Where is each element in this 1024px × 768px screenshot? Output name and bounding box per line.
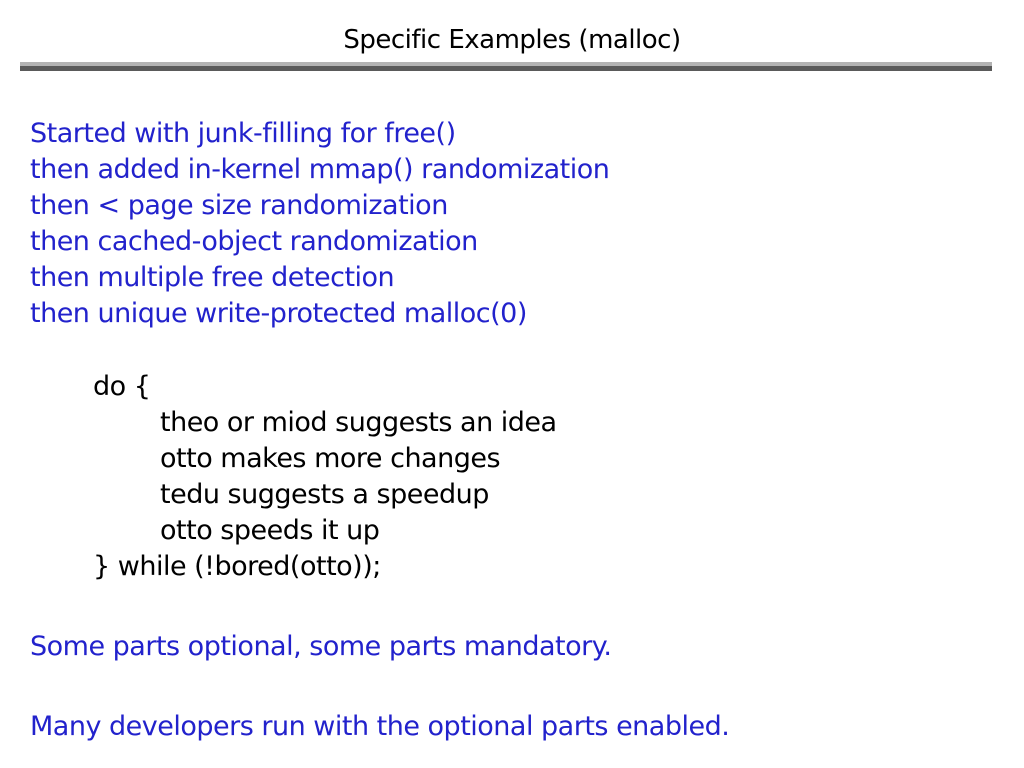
code-line: } while (!bored(otto));	[93, 551, 381, 582]
title-divider	[20, 62, 992, 71]
intro-line: then < page size randomization	[30, 190, 448, 221]
intro-line: then multiple free detection	[30, 262, 395, 293]
intro-line: then added in-kernel mmap() randomization	[30, 154, 610, 185]
code-line: otto speeds it up	[160, 515, 380, 546]
intro-line: then cached-object randomization	[30, 226, 478, 257]
code-line: do {	[93, 371, 151, 402]
slide-title: Specific Examples (malloc)	[343, 25, 681, 55]
closing-line: Some parts optional, some parts mandatory.	[30, 631, 612, 662]
divider-dark-bar	[20, 66, 992, 71]
closing-line: Many developers run with the optional parts enabled.	[30, 711, 730, 742]
intro-line: Started with junk-filling for free()	[30, 118, 456, 149]
intro-line: then unique write-protected malloc(0)	[30, 298, 527, 329]
code-block	[30, 369, 557, 585]
code-line: tedu suggests a speedup	[160, 479, 489, 510]
code-line: otto makes more changes	[160, 443, 501, 474]
code-line: theo or miod suggests an idea	[160, 407, 557, 438]
intro-paragraph	[30, 116, 609, 332]
